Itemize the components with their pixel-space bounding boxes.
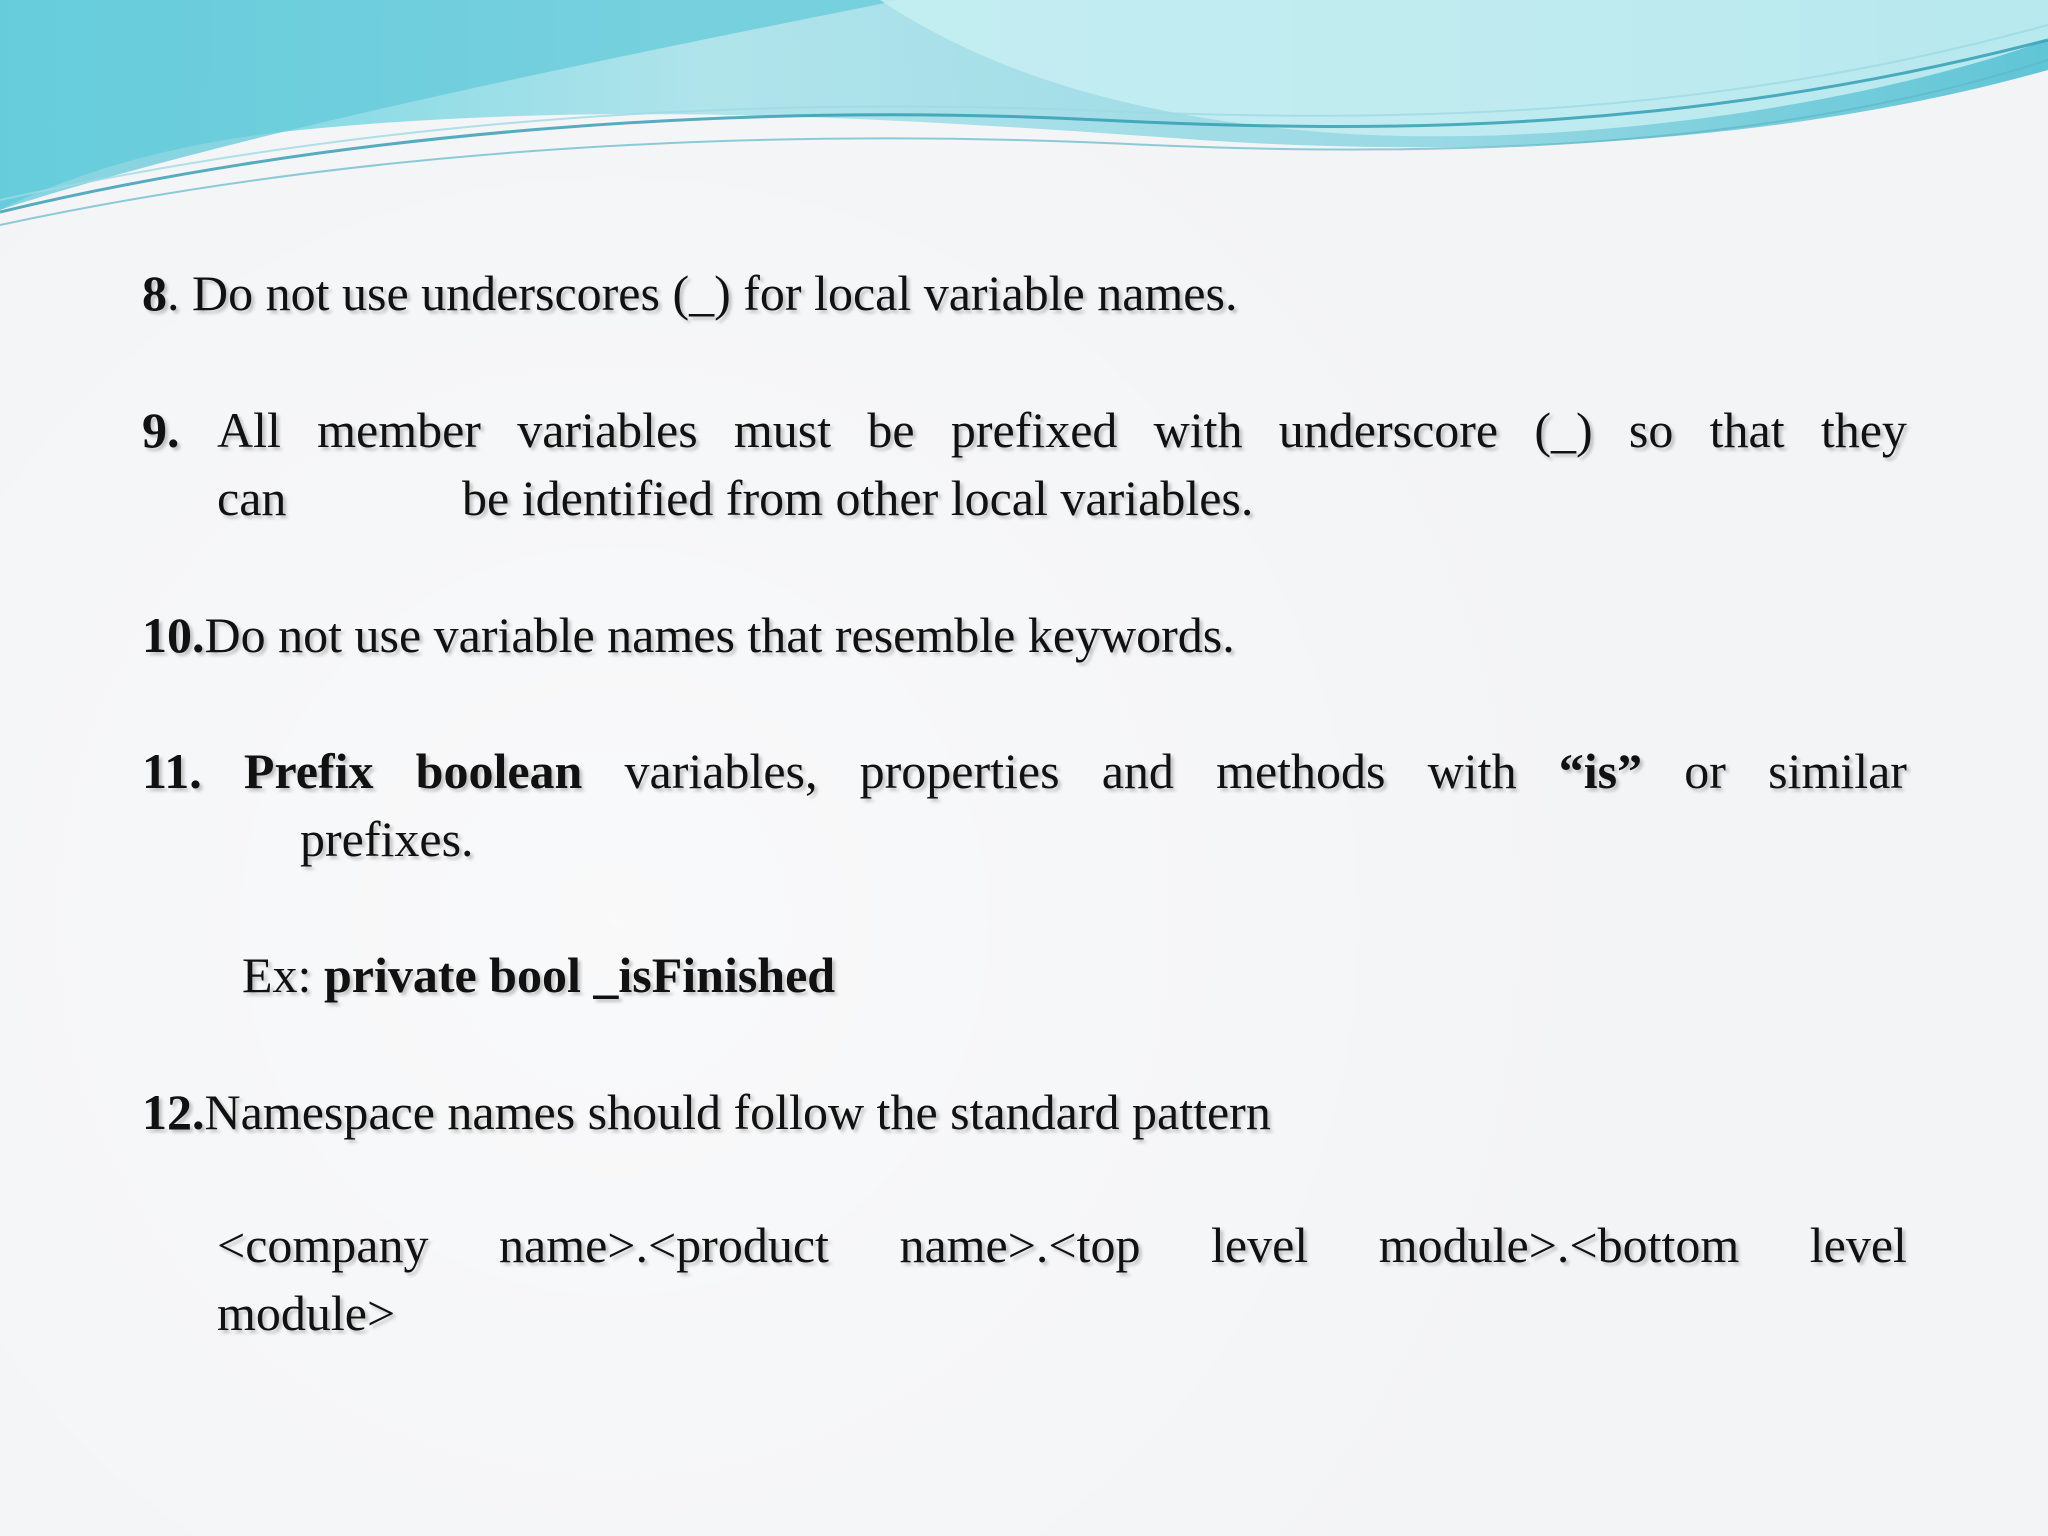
word: they <box>1820 402 1907 458</box>
example-label: Ex: <box>242 947 324 1003</box>
word: boolean <box>415 743 583 799</box>
item-12-text: Namespace names should follow the standard pattern <box>204 1084 1271 1140</box>
word: Prefix <box>243 743 374 799</box>
item-8 <box>142 265 1238 321</box>
word: All <box>217 402 281 458</box>
example-code: private bool _isFinished <box>323 947 836 1003</box>
word: underscore <box>1278 402 1499 458</box>
word: properties <box>859 743 1060 799</box>
item-10 <box>142 607 1235 663</box>
item-9-line-2a: can <box>217 470 287 526</box>
item-12-number: 12. <box>142 1084 205 1140</box>
item-12-pattern-line-1 <box>217 1217 1907 1273</box>
item-10-text: Do not use variable names that resemble keywords. <box>204 607 1235 663</box>
word: with <box>1427 743 1517 799</box>
word: variables <box>517 402 698 458</box>
word: member <box>317 402 481 458</box>
item-10-number: 10. <box>142 607 205 663</box>
word: level <box>1211 1217 1309 1273</box>
word: (_) <box>1534 402 1593 458</box>
word: module>.<bottom <box>1378 1217 1740 1273</box>
item-9-number: 9. <box>142 402 180 458</box>
item-11-number: 11. <box>142 743 202 799</box>
item-8-text: . Do not use underscores (_) for local variable names. <box>167 265 1238 321</box>
word: <company <box>217 1217 429 1273</box>
item-12-pattern-line-2: module> <box>217 1285 396 1341</box>
word: be <box>867 402 915 458</box>
item-9-line-2b: be identified from other local variables. <box>462 470 1254 526</box>
word: name>.<product <box>499 1217 829 1273</box>
word: or <box>1684 743 1726 799</box>
word: that <box>1709 402 1785 458</box>
item-12 <box>142 1084 1271 1140</box>
item-9-line-1 <box>217 402 1907 458</box>
word: with <box>1153 402 1243 458</box>
item-11-example <box>242 947 836 1003</box>
item-11-line-1 <box>142 743 1907 799</box>
item-11-line-2: prefixes. <box>300 811 474 867</box>
word: level <box>1809 1217 1907 1273</box>
item-8-number: 8 <box>142 265 167 321</box>
word: prefixed <box>950 402 1118 458</box>
word: methods <box>1216 743 1386 799</box>
word: and <box>1101 743 1174 799</box>
word: “is” <box>1558 743 1643 799</box>
word: must <box>733 402 832 458</box>
word: similar <box>1768 743 1907 799</box>
word: variables, <box>624 743 818 799</box>
word: name>.<top <box>899 1217 1141 1273</box>
word: so <box>1628 402 1674 458</box>
